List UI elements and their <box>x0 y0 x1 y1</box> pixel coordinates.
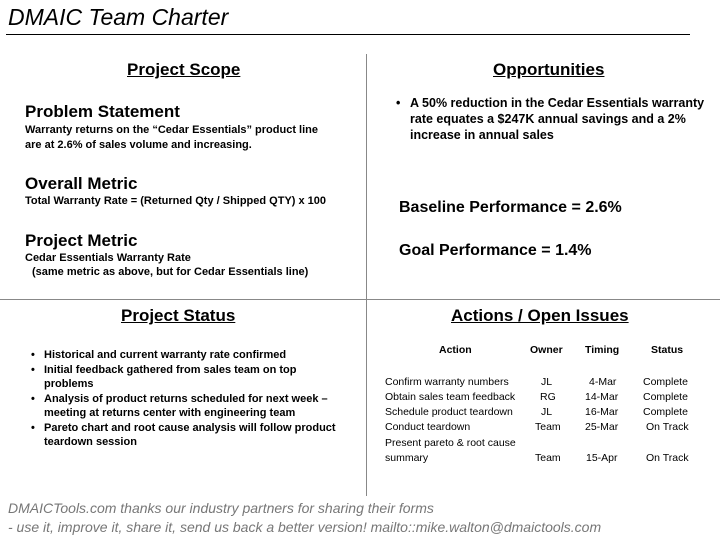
cell-timing: 16-Mar <box>585 406 619 418</box>
cell-action: Confirm warranty numbers <box>385 376 509 388</box>
opportunities-heading: Opportunities <box>493 60 605 79</box>
opportunity-bullet <box>396 95 716 143</box>
actions-heading: Actions / Open Issues <box>451 306 629 325</box>
column-header-status: Status <box>651 344 684 356</box>
list-item: • Pareto chart and root cause analysis will follow product teardown session <box>31 421 336 448</box>
cell-action: Schedule product teardown <box>385 406 513 418</box>
cell-timing: 14-Mar <box>585 391 619 403</box>
project-metric-line-2: (same metric as above, but for Cedar Essentials line) <box>32 266 309 278</box>
cell-status: On Track <box>646 452 689 464</box>
cell-owner: JL <box>541 406 553 418</box>
project-status-heading: Project Status <box>121 306 236 325</box>
column-header-owner: Owner <box>530 344 563 356</box>
horizontal-divider <box>0 299 720 300</box>
column-header-timing: Timing <box>585 344 620 356</box>
problem-statement-line-1: Warranty returns on the “Cedar Essentials” product line <box>25 124 318 136</box>
cell-status: Complete <box>643 406 688 418</box>
project-metric-line-1: Cedar Essentials Warranty Rate <box>25 252 191 264</box>
cell-timing: 25-Mar <box>585 421 619 433</box>
project-metric-title: Project Metric <box>25 231 138 250</box>
overall-metric-title: Overall Metric <box>25 174 138 193</box>
bullet-icon: • <box>31 349 35 361</box>
cell-owner: JL <box>541 376 553 388</box>
list-item: • Analysis of product returns scheduled for next week – meeting at returns center with engineering team <box>31 392 328 419</box>
vertical-divider <box>366 54 367 496</box>
cell-action: Present pareto & root cause <box>385 437 516 449</box>
cell-status: Complete <box>643 376 688 388</box>
bullet-icon: • <box>396 96 401 110</box>
goal-performance: Goal Performance = 1.4% <box>399 242 592 259</box>
footer-line-1: DMAICTools.com thanks our industry partners for sharing their forms <box>8 500 434 516</box>
list-item: • Initial feedback gathered from sales team on top problems <box>31 363 297 390</box>
problem-statement-line-2: are at 2.6% of sales volume and increasing. <box>25 139 252 151</box>
bullet-icon: • <box>31 363 35 376</box>
status-list <box>28 348 344 450</box>
cell-status: Complete <box>643 391 688 403</box>
cell-action: Obtain sales team feedback <box>385 391 516 403</box>
problem-statement-title: Problem Statement <box>25 102 180 121</box>
cell-owner: RG <box>540 391 556 403</box>
bullet-icon: • <box>31 392 35 405</box>
project-scope-heading: Project Scope <box>127 60 241 79</box>
cell-owner: Team <box>535 452 561 464</box>
title-divider <box>6 34 690 35</box>
cell-owner: Team <box>535 421 561 433</box>
cell-timing: 15-Apr <box>586 452 618 464</box>
bullet-icon: • <box>31 421 35 434</box>
page-title: DMAIC Team Charter <box>8 4 229 30</box>
list-item: • Historical and current warranty rate confirmed <box>31 349 287 361</box>
baseline-performance: Baseline Performance = 2.6% <box>399 199 622 216</box>
cell-timing: 4-Mar <box>589 376 617 388</box>
cell-action-line-2: summary <box>385 452 429 464</box>
column-header-action: Action <box>439 344 472 356</box>
overall-metric-text: Total Warranty Rate = (Returned Qty / Shipped QTY) x 100 <box>25 195 327 207</box>
opportunity-text: A 50% reduction in the Cedar Essentials warranty rate equates a $247K annual savings and a 2% increase in annual sales <box>410 96 705 142</box>
cell-status: On Track <box>646 421 689 433</box>
cell-action: Conduct teardown <box>385 421 471 433</box>
footer-line-2: - use it, improve it, share it, send us back a better version! mailto::mike.walton@dmaictools.com <box>8 519 602 535</box>
